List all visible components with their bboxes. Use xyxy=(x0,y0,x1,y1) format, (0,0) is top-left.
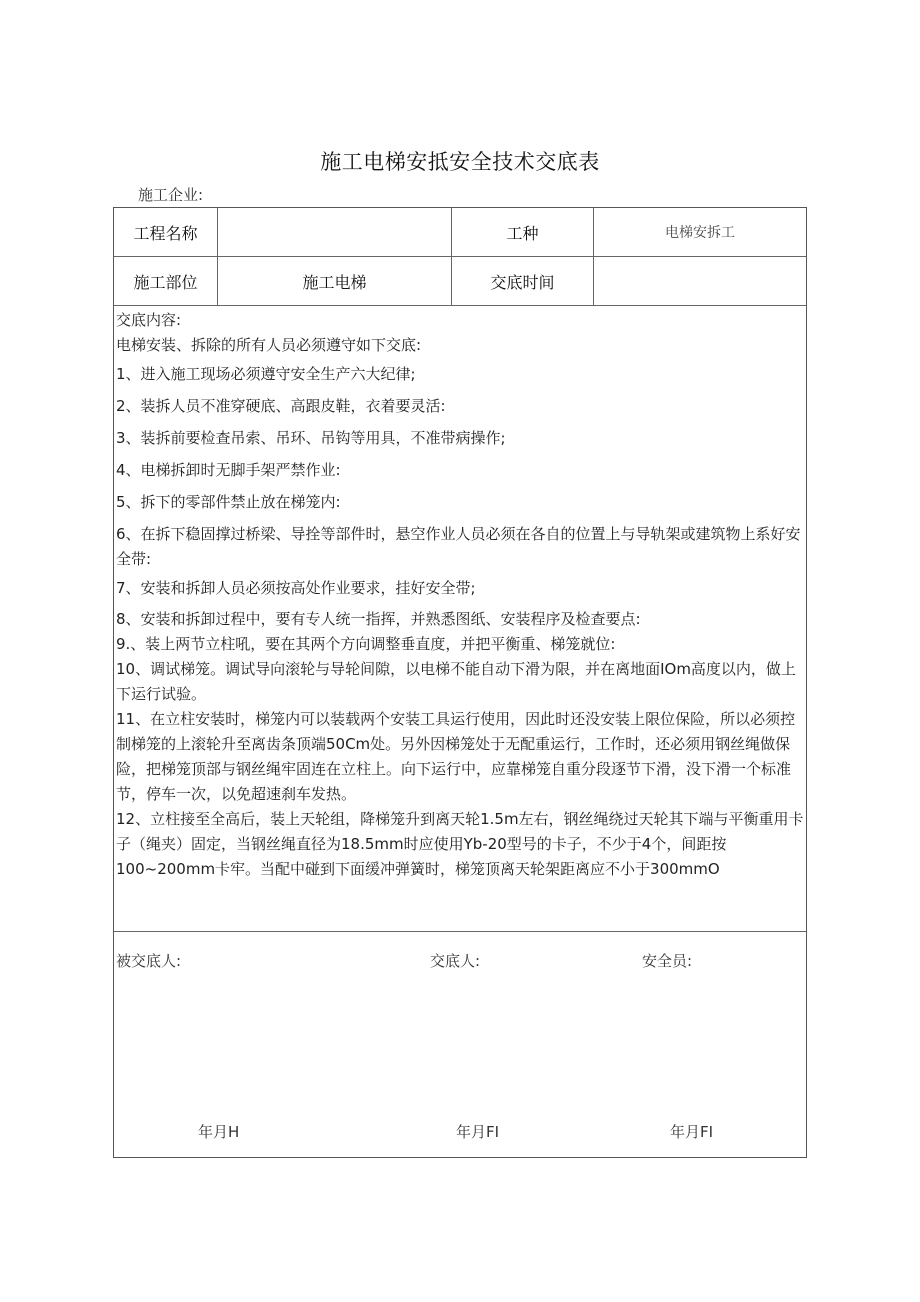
project-name-label: 工程名称 xyxy=(133,223,198,243)
safety-officer-date: 年月FI xyxy=(670,1123,714,1141)
content-item: 3、装拆前要检查吊索、吊环、吊钩等用具，不准带病操作; xyxy=(116,429,506,447)
disclosure-table xyxy=(113,207,807,1158)
content-item: 7、安装和拆卸人员必须按高处作业要求，挂好安全带; xyxy=(116,579,476,597)
time-value[interactable] xyxy=(594,257,806,305)
location-label: 施工部位 xyxy=(133,272,198,292)
content-item: 2、装拆人员不准穿硬底、高跟皮鞋，衣着要灵活: xyxy=(116,397,446,415)
job-type-value[interactable]: 电梯安拆工 xyxy=(665,225,735,241)
content-item: 9.、装上两节立柱吼，要在其两个方向调整垂直度，并把平衡重、梯笼就位: xyxy=(116,635,616,653)
safety-officer-label: 安全员: xyxy=(642,952,693,970)
job-type-label: 工种 xyxy=(506,223,539,243)
page-title: 施工电梯安抵安全技术交底表 xyxy=(320,150,600,174)
project-name-value[interactable] xyxy=(218,208,451,256)
content-item: 8、安装和拆卸过程中，要有专人统一指挥，并熟悉图纸、安装程序及检查要点: xyxy=(116,610,641,628)
recipient-date: 年月H xyxy=(198,1123,240,1141)
row-divider xyxy=(114,931,806,932)
content-intro: 电梯安装、拆除的所有人员必须遵守如下交底: xyxy=(116,336,422,354)
content-item: 12、立柱接至全高后，装上天轮组，降梯笼升到离天轮1.5m左右，钢丝绳绕过天轮其下端与平衡重用卡子（绳夹）固定，当钢丝绳直径为18.5mm时应使用Yb-20型号的卡子，不少于4个，间距按100~200mm卡牢。当配中碰到下面缓冲弹簧时，梯笼顶离天轮架距离应不小于300mmO xyxy=(116,810,804,878)
content-heading: 交底内容: xyxy=(116,311,182,329)
disclosure-content xyxy=(116,308,804,882)
content-item: 1、进入施工现场必须遵守安全生产六大纪律; xyxy=(116,365,416,383)
recipient-label: 被交底人: xyxy=(116,952,182,970)
content-item: 4、电梯拆卸时无脚手架严禁作业: xyxy=(116,461,341,479)
content-item: 11、在立柱安装时，梯笼内可以装载两个安装工具运行使用，因此时还没安装上限位保险，所以必须控制梯笼的上滚轮升至离齿条顶端50Cm处。另外因梯笼处于无配重运行，工作时，还必须用钢丝绳做保险，把梯笼顶部与钢丝绳牢固连在立柱上。向下运行中，应靠梯笼自重分段逐节下滑，没下滑一个标准节，停车一次，以免超速刹车发热。 xyxy=(116,710,796,803)
row-divider xyxy=(114,305,806,306)
discloser-date: 年月FI xyxy=(456,1123,500,1141)
discloser-label: 交底人: xyxy=(430,952,481,970)
content-item: 6、在拆下稳固撑过桥梁、导拴等部件时，悬空作业人员必须在各自的位置上与导轨架或建筑物上系好安全带: xyxy=(116,525,801,568)
time-label: 交底时间 xyxy=(490,272,555,292)
company-label: 施工企业: xyxy=(138,186,204,204)
content-item: 5、拆下的零部件禁止放在梯笼内: xyxy=(116,493,341,511)
content-item: 10、调试梯笼。调试导向滚轮与导轮间隙，以电梯不能自动下滑为限，并在离地面IOm高度以内，做上下运行试验。 xyxy=(116,660,796,703)
location-value[interactable]: 施工电梯 xyxy=(302,272,367,292)
